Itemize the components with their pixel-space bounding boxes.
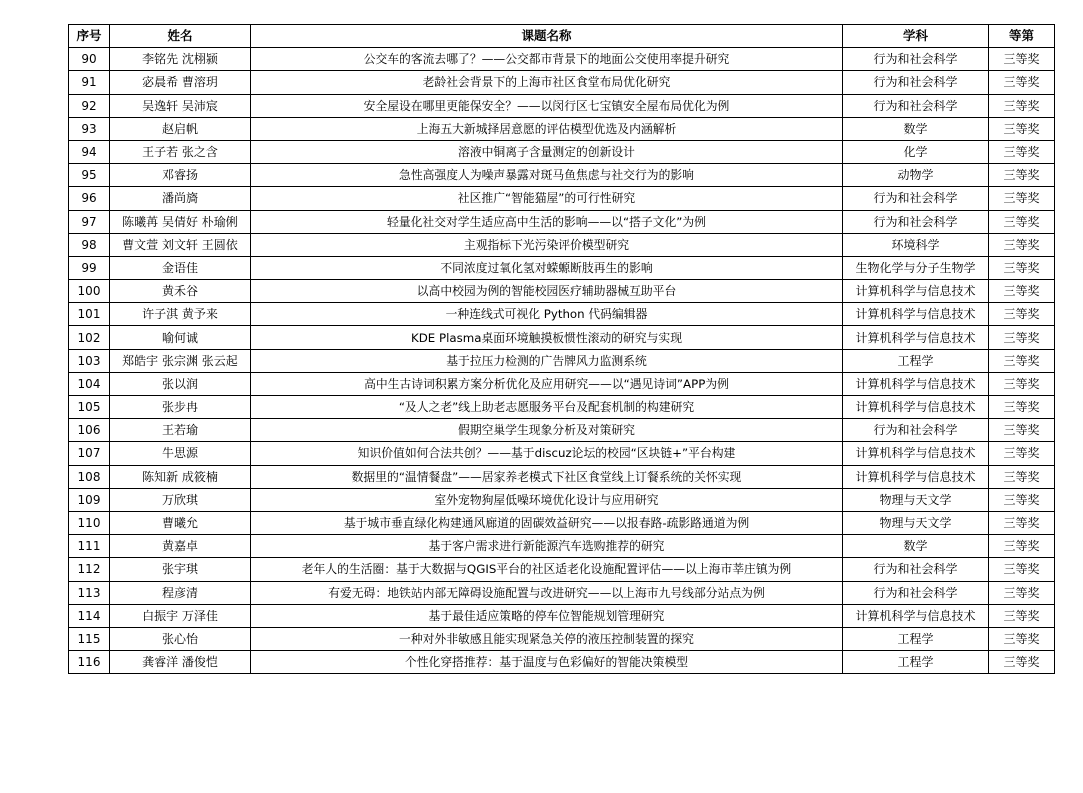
award-level: 三等奖 xyxy=(989,535,1055,558)
subject: 行为和社会科学 xyxy=(843,71,989,94)
table-row xyxy=(69,210,1055,233)
subject: 数学 xyxy=(843,535,989,558)
table-row xyxy=(69,303,1055,326)
award-level: 三等奖 xyxy=(989,372,1055,395)
row-number: 94 xyxy=(69,140,110,163)
project-title: 主观指标下光污染评价模型研究 xyxy=(251,233,843,256)
subject: 行为和社会科学 xyxy=(843,187,989,210)
subject: 计算机科学与信息技术 xyxy=(843,280,989,303)
header-award-level: 等第 xyxy=(989,25,1055,48)
project-title: 基于客户需求进行新能源汽车选购推荐的研究 xyxy=(251,535,843,558)
row-number: 91 xyxy=(69,71,110,94)
project-title: 老龄社会背景下的上海市社区食堂布局优化研究 xyxy=(251,71,843,94)
award-level: 三等奖 xyxy=(989,442,1055,465)
project-title: 上海五大新城择居意愿的评估模型优选及内涵解析 xyxy=(251,117,843,140)
row-number: 97 xyxy=(69,210,110,233)
award-level: 三等奖 xyxy=(989,465,1055,488)
award-level: 三等奖 xyxy=(989,419,1055,442)
row-number: 100 xyxy=(69,280,110,303)
award-level: 三等奖 xyxy=(989,94,1055,117)
award-level: 三等奖 xyxy=(989,396,1055,419)
table-row xyxy=(69,233,1055,256)
row-number: 96 xyxy=(69,187,110,210)
subject: 计算机科学与信息技术 xyxy=(843,604,989,627)
project-title: 老年人的生活圈：基于大数据与QGIS平台的社区适老化设施配置评估——以上海市莘庄镇为例 xyxy=(251,558,843,581)
subject: 物理与天文学 xyxy=(843,488,989,511)
award-level: 三等奖 xyxy=(989,604,1055,627)
project-title: 一种对外非敏感且能实现紧急关停的液压控制装置的探究 xyxy=(251,627,843,650)
table-row xyxy=(69,396,1055,419)
row-number: 112 xyxy=(69,558,110,581)
subject: 行为和社会科学 xyxy=(843,581,989,604)
table-row xyxy=(69,256,1055,279)
subject: 行为和社会科学 xyxy=(843,210,989,233)
row-number: 114 xyxy=(69,604,110,627)
award-level: 三等奖 xyxy=(989,140,1055,163)
table-row xyxy=(69,535,1055,558)
subject: 化学 xyxy=(843,140,989,163)
table-row xyxy=(69,164,1055,187)
row-number: 110 xyxy=(69,511,110,534)
project-title: 假期空巢学生现象分析及对策研究 xyxy=(251,419,843,442)
table-row xyxy=(69,604,1055,627)
subject: 工程学 xyxy=(843,651,989,674)
student-names: 邓睿扬 xyxy=(110,164,251,187)
student-names: 白振宇 万泽佳 xyxy=(110,604,251,627)
header-subject: 学科 xyxy=(843,25,989,48)
award-level: 三等奖 xyxy=(989,256,1055,279)
student-names: 潘尚旖 xyxy=(110,187,251,210)
student-names: 宓晨希 曹溶玥 xyxy=(110,71,251,94)
table-row xyxy=(69,94,1055,117)
student-names: 黄禾谷 xyxy=(110,280,251,303)
subject: 行为和社会科学 xyxy=(843,48,989,71)
student-names: 张以润 xyxy=(110,372,251,395)
student-names: 金语佳 xyxy=(110,256,251,279)
project-title: 公交车的客流去哪了？——公交都市背景下的地面公交使用率提升研究 xyxy=(251,48,843,71)
row-number: 116 xyxy=(69,651,110,674)
award-level: 三等奖 xyxy=(989,48,1055,71)
student-names: 赵启帆 xyxy=(110,117,251,140)
award-level: 三等奖 xyxy=(989,488,1055,511)
table-row xyxy=(69,627,1055,650)
row-number: 107 xyxy=(69,442,110,465)
subject: 工程学 xyxy=(843,349,989,372)
row-number: 92 xyxy=(69,94,110,117)
table-row xyxy=(69,442,1055,465)
table-row xyxy=(69,419,1055,442)
subject: 物理与天文学 xyxy=(843,511,989,534)
row-number: 115 xyxy=(69,627,110,650)
student-names: 黄嘉卓 xyxy=(110,535,251,558)
table-row xyxy=(69,326,1055,349)
row-number: 111 xyxy=(69,535,110,558)
table-row xyxy=(69,372,1055,395)
award-table xyxy=(68,24,1055,674)
project-title: 不同浓度过氧化氢对蝾螈断肢再生的影响 xyxy=(251,256,843,279)
table-row xyxy=(69,581,1055,604)
award-level: 三等奖 xyxy=(989,280,1055,303)
student-names: 曹文萱 刘文轩 王圆依 xyxy=(110,233,251,256)
student-names: 陈曦苒 吴倩好 朴瑜俐 xyxy=(110,210,251,233)
table-row xyxy=(69,511,1055,534)
subject: 动物学 xyxy=(843,164,989,187)
award-level: 三等奖 xyxy=(989,651,1055,674)
table-row xyxy=(69,488,1055,511)
row-number: 101 xyxy=(69,303,110,326)
project-title: 数据里的“温情餐盘”——居家养老模式下社区食堂线上订餐系统的关怀实现 xyxy=(251,465,843,488)
award-level: 三等奖 xyxy=(989,511,1055,534)
table-row xyxy=(69,187,1055,210)
project-title: 基于最佳适应策略的停车位智能规划管理研究 xyxy=(251,604,843,627)
award-level: 三等奖 xyxy=(989,326,1055,349)
subject: 计算机科学与信息技术 xyxy=(843,303,989,326)
project-title: 个性化穿搭推荐：基于温度与色彩偏好的智能决策模型 xyxy=(251,651,843,674)
row-number: 93 xyxy=(69,117,110,140)
row-number: 95 xyxy=(69,164,110,187)
project-title: 安全屋设在哪里更能保安全？——以闵行区七宝镇安全屋布局优化为例 xyxy=(251,94,843,117)
award-level: 三等奖 xyxy=(989,164,1055,187)
row-number: 108 xyxy=(69,465,110,488)
award-level: 三等奖 xyxy=(989,71,1055,94)
student-names: 许子淇 黄予来 xyxy=(110,303,251,326)
row-number: 90 xyxy=(69,48,110,71)
subject: 计算机科学与信息技术 xyxy=(843,396,989,419)
table-row xyxy=(69,140,1055,163)
table-body xyxy=(69,48,1055,674)
table-row xyxy=(69,71,1055,94)
subject: 行为和社会科学 xyxy=(843,419,989,442)
project-title: 有爱无碍：地铁站内部无障碍设施配置与改进研究——以上海市九号线部分站点为例 xyxy=(251,581,843,604)
student-names: 郑皓宇 张宗渊 张云起 xyxy=(110,349,251,372)
subject: 计算机科学与信息技术 xyxy=(843,465,989,488)
row-number: 106 xyxy=(69,419,110,442)
row-number: 113 xyxy=(69,581,110,604)
header-project-title: 课题名称 xyxy=(251,25,843,48)
project-title: 基于城市垂直绿化构建通风廊道的固碳效益研究——以报春路-疏影路通道为例 xyxy=(251,511,843,534)
subject: 行为和社会科学 xyxy=(843,558,989,581)
subject: 数学 xyxy=(843,117,989,140)
header-row xyxy=(69,25,1055,48)
row-number: 104 xyxy=(69,372,110,395)
project-title: 轻量化社交对学生适应高中生活的影响——以“搭子文化”为例 xyxy=(251,210,843,233)
subject: 计算机科学与信息技术 xyxy=(843,326,989,349)
row-number: 99 xyxy=(69,256,110,279)
award-level: 三等奖 xyxy=(989,187,1055,210)
project-title: 室外宠物狗屋低噪环境优化设计与应用研究 xyxy=(251,488,843,511)
subject: 计算机科学与信息技术 xyxy=(843,442,989,465)
project-title: 知识价值如何合法共创？——基于discuz论坛的校园“区块链+”平台构建 xyxy=(251,442,843,465)
project-title: 溶液中铜离子含量测定的创新设计 xyxy=(251,140,843,163)
project-title: 一种连线式可视化 Python 代码编辑器 xyxy=(251,303,843,326)
project-title: 高中生古诗词积累方案分析优化及应用研究——以“遇见诗词”APP为例 xyxy=(251,372,843,395)
table-row xyxy=(69,558,1055,581)
row-number: 98 xyxy=(69,233,110,256)
award-level: 三等奖 xyxy=(989,558,1055,581)
award-level: 三等奖 xyxy=(989,233,1055,256)
award-level: 三等奖 xyxy=(989,349,1055,372)
subject: 计算机科学与信息技术 xyxy=(843,372,989,395)
table-row xyxy=(69,280,1055,303)
subject: 行为和社会科学 xyxy=(843,94,989,117)
student-names: 喻何诚 xyxy=(110,326,251,349)
row-number: 105 xyxy=(69,396,110,419)
student-names: 王若瑜 xyxy=(110,419,251,442)
row-number: 109 xyxy=(69,488,110,511)
table-row xyxy=(69,117,1055,140)
student-names: 张宇琪 xyxy=(110,558,251,581)
project-title: “及人之老”线上助老志愿服务平台及配套机制的构建研究 xyxy=(251,396,843,419)
student-names: 张心怡 xyxy=(110,627,251,650)
table-row xyxy=(69,349,1055,372)
student-names: 陈知新 成筱楠 xyxy=(110,465,251,488)
student-names: 李铭先 沈栩颍 xyxy=(110,48,251,71)
student-names: 程彦清 xyxy=(110,581,251,604)
student-names: 龚睿洋 潘俊恺 xyxy=(110,651,251,674)
student-names: 张步冉 xyxy=(110,396,251,419)
subject: 环境科学 xyxy=(843,233,989,256)
project-title: 以高中校园为例的智能校园医疗辅助器械互助平台 xyxy=(251,280,843,303)
award-level: 三等奖 xyxy=(989,627,1055,650)
award-level: 三等奖 xyxy=(989,210,1055,233)
project-title: 社区推广“智能猫屋”的可行性研究 xyxy=(251,187,843,210)
student-names: 王子若 张之含 xyxy=(110,140,251,163)
table-row xyxy=(69,651,1055,674)
student-names: 吴逸轩 吴沛宸 xyxy=(110,94,251,117)
table-row xyxy=(69,465,1055,488)
subject: 生物化学与分子生物学 xyxy=(843,256,989,279)
student-names: 牛思源 xyxy=(110,442,251,465)
project-title: 基于拉压力检测的广告牌风力监测系统 xyxy=(251,349,843,372)
award-level: 三等奖 xyxy=(989,117,1055,140)
header-name: 姓名 xyxy=(110,25,251,48)
row-number: 102 xyxy=(69,326,110,349)
row-number: 103 xyxy=(69,349,110,372)
student-names: 曹曦允 xyxy=(110,511,251,534)
table-row xyxy=(69,48,1055,71)
award-level: 三等奖 xyxy=(989,303,1055,326)
award-level: 三等奖 xyxy=(989,581,1055,604)
subject: 工程学 xyxy=(843,627,989,650)
award-list-document xyxy=(68,24,1055,674)
project-title: 急性高强度人为噪声暴露对斑马鱼焦虑与社交行为的影响 xyxy=(251,164,843,187)
student-names: 万欣琪 xyxy=(110,488,251,511)
header-number: 序号 xyxy=(69,25,110,48)
project-title: KDE Plasma桌面环境触摸板惯性滚动的研究与实现 xyxy=(251,326,843,349)
